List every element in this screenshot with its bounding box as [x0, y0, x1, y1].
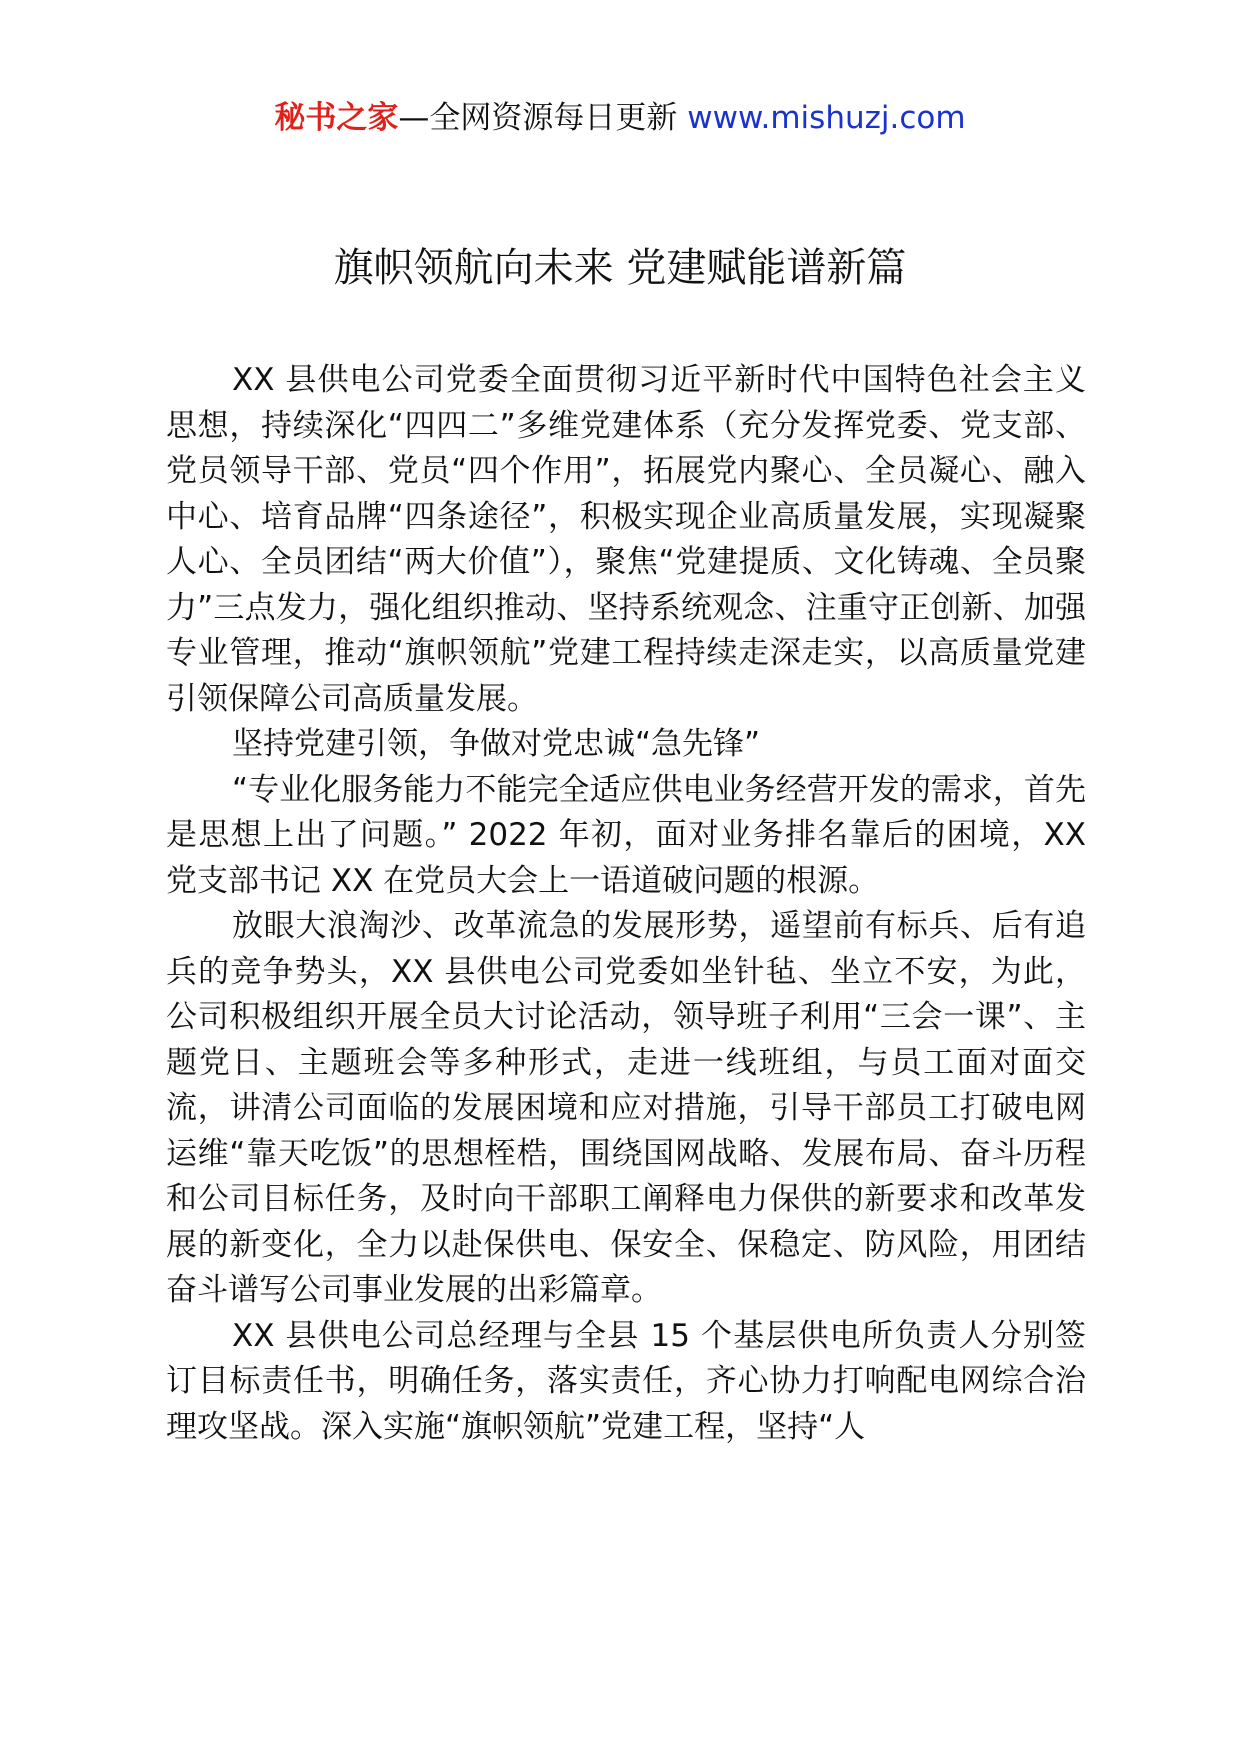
site-brand: 秘书之家 [274, 100, 399, 136]
document-title: 旗帜领航向未来 党建赋能谱新篇 [333, 245, 907, 291]
paragraph-intro: XX 县供电公司党委全面贯彻习近平新时代中国特色社会主义思想，持续深化“四四二”多维党建体系（充分发挥党委、党支部、党员领导干部、党员“四个作用”，拓展党内聚心、全员凝心、融入中心、培育品牌“四条途径”，积极实现企业高质量发展，实现凝聚人心、全员团结“两大价值”），聚焦“党建提质、文化铸魂、全员聚力”三点发力，强化组织推动、坚持系统观念、注重守正创新、加强专业管理，推动“旗帜领航”党建工程持续走深走实，以高质量党建引领保障公司高质量发展。 [166, 362, 1086, 717]
site-header [0, 98, 1240, 138]
paragraph-situation: 放眼大浪淘沙、改革流急的发展形势，遥望前有标兵、后有追兵的竞争势头，XX 县供电公司党委如坐针毡、坐立不安，为此，公司积极组织开展全员大讨论活动，领导班子利用“三会一课”、主题党日、主题班会等多种形式，走进一线班组，与员工面对面交流，讲清公司面临的发展困境和应对措施，引导干部员工打破电网运维“靠天吃饭”的思想桎梏，围绕国网战略、发展布局、奋斗历程和公司目标任务，及时向干部职工阐释电力保供的新要求和改革发展的新变化，全力以赴保供电、保安全、保稳定、防风险，用团结奋斗谱写公司事业发展的出彩篇章。 [166, 908, 1086, 1308]
site-tagline: —全网资源每日更新 [398, 100, 678, 136]
section-heading: 坚持党建引领，争做对党忠诚“急先锋” [232, 726, 761, 762]
paragraph-quote: “专业化服务能力不能完全适应供电业务经营开发的需求，首先是思想上出了问题。” 2022 年初，面对业务排名靠后的困境，XX 党支部书记 XX 在党员大会上一语道破问题的根源。 [166, 771, 1086, 899]
document-body [166, 358, 1086, 1450]
paragraph-responsibility: XX 县供电公司总经理与全县 15 个基层供电所负责人分别签订目标责任书，明确任务，落实责任，齐心协力打响配电网综合治理攻坚战。深入实施“旗帜领航”党建工程，坚持“人 [166, 1317, 1086, 1445]
site-url-link[interactable]: www.mishuzj.com [687, 100, 966, 136]
